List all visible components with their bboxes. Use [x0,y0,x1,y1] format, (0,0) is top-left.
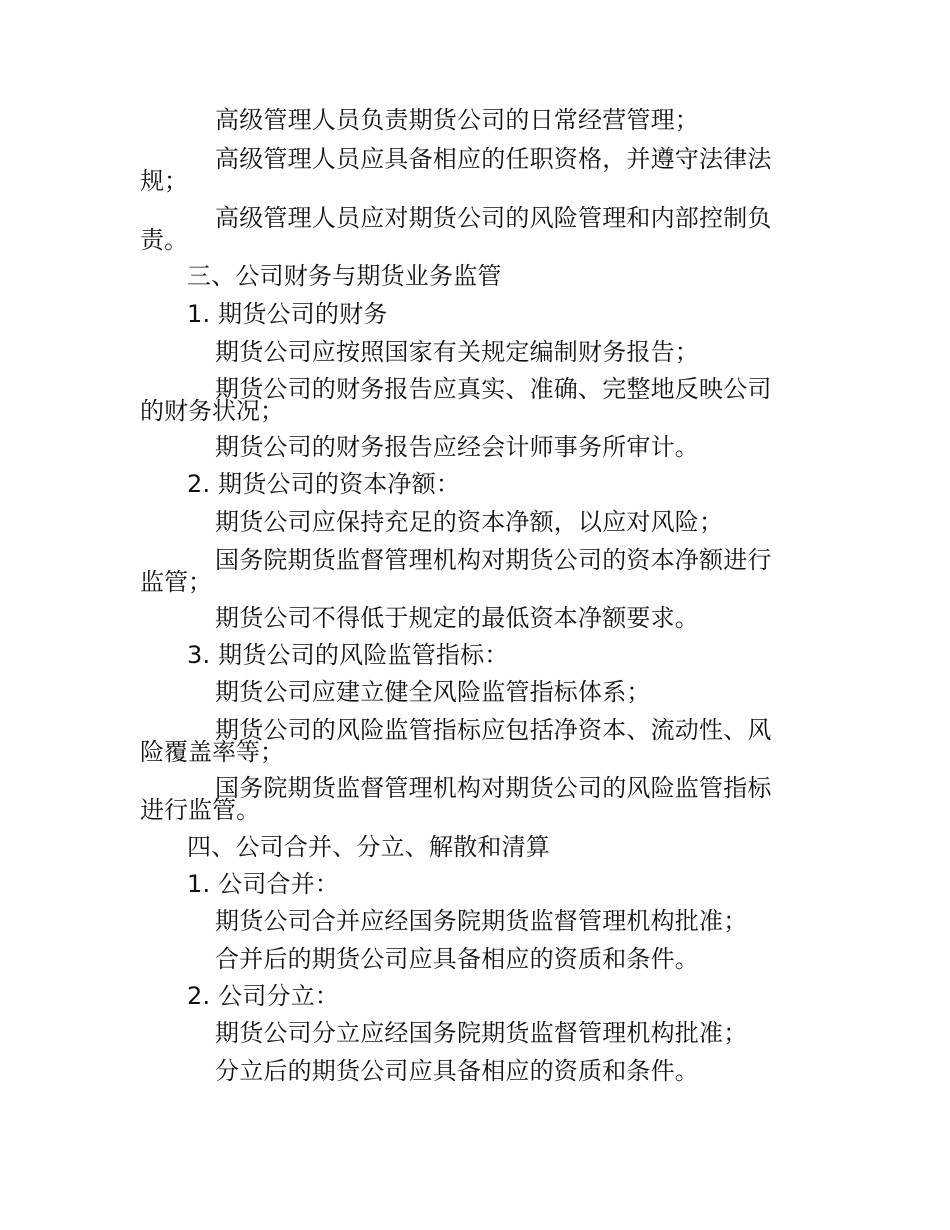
section-heading: 三、公司财务与期货业务监管 [187,262,502,290]
paragraph-line: 期货公司的财务报告应经会计师事务所审计。 [215,433,699,461]
paragraph-line: 高级管理人员负责期货公司的日常经营管理； [215,106,699,134]
paragraph-line-continuation: 进行监管。 [140,796,260,824]
paragraph-line: 期货公司合并应经国务院期货监督管理机构批准； [215,907,748,935]
subsection-heading: 1. 公司合并： [187,870,340,898]
paragraph-line: 国务院期货监督管理机构对期货公司的资本净额进行 [215,546,772,574]
subsection-heading: 2. 期货公司的资本净额： [187,470,461,498]
paragraph-line: 期货公司的财务报告应真实、准确、完整地反映公司 [215,375,772,403]
paragraph-line-continuation: 的财务状况； [140,397,284,425]
paragraph-line-continuation: 责。 [140,226,188,254]
paragraph-line: 分立后的期货公司应具备相应的资质和条件。 [215,1057,699,1085]
paragraph-line: 高级管理人员应对期货公司的风险管理和内部控制负 [215,204,772,232]
paragraph-line-continuation: 规； [140,167,188,195]
paragraph-line: 高级管理人员应具备相应的任职资格，并遵守法律法 [215,145,772,173]
subsection-heading: 3. 期货公司的风险监管指标： [187,641,509,669]
paragraph-line-continuation: 险覆盖率等； [140,738,284,766]
paragraph-line: 国务院期货监督管理机构对期货公司的风险监管指标 [215,774,772,802]
section-heading: 四、公司合并、分立、解散和清算 [187,833,550,861]
paragraph-line: 合并后的期货公司应具备相应的资质和条件。 [215,945,699,973]
subsection-heading: 1. 期货公司的财务 [187,300,388,328]
paragraph-line-continuation: 监管； [140,568,212,596]
subsection-heading: 2. 公司分立： [187,982,340,1010]
paragraph-line: 期货公司不得低于规定的最低资本净额要求。 [215,604,699,632]
paragraph-line: 期货公司应保持充足的资本净额，以应对风险； [215,508,724,536]
paragraph-line: 期货公司应建立健全风险监管指标体系； [215,678,651,706]
paragraph-line: 期货公司的风险监管指标应包括净资本、流动性、风 [215,716,772,744]
paragraph-line: 期货公司应按照国家有关规定编制财务报告； [215,338,699,366]
paragraph-line: 期货公司分立应经国务院期货监督管理机构批准； [215,1019,748,1047]
